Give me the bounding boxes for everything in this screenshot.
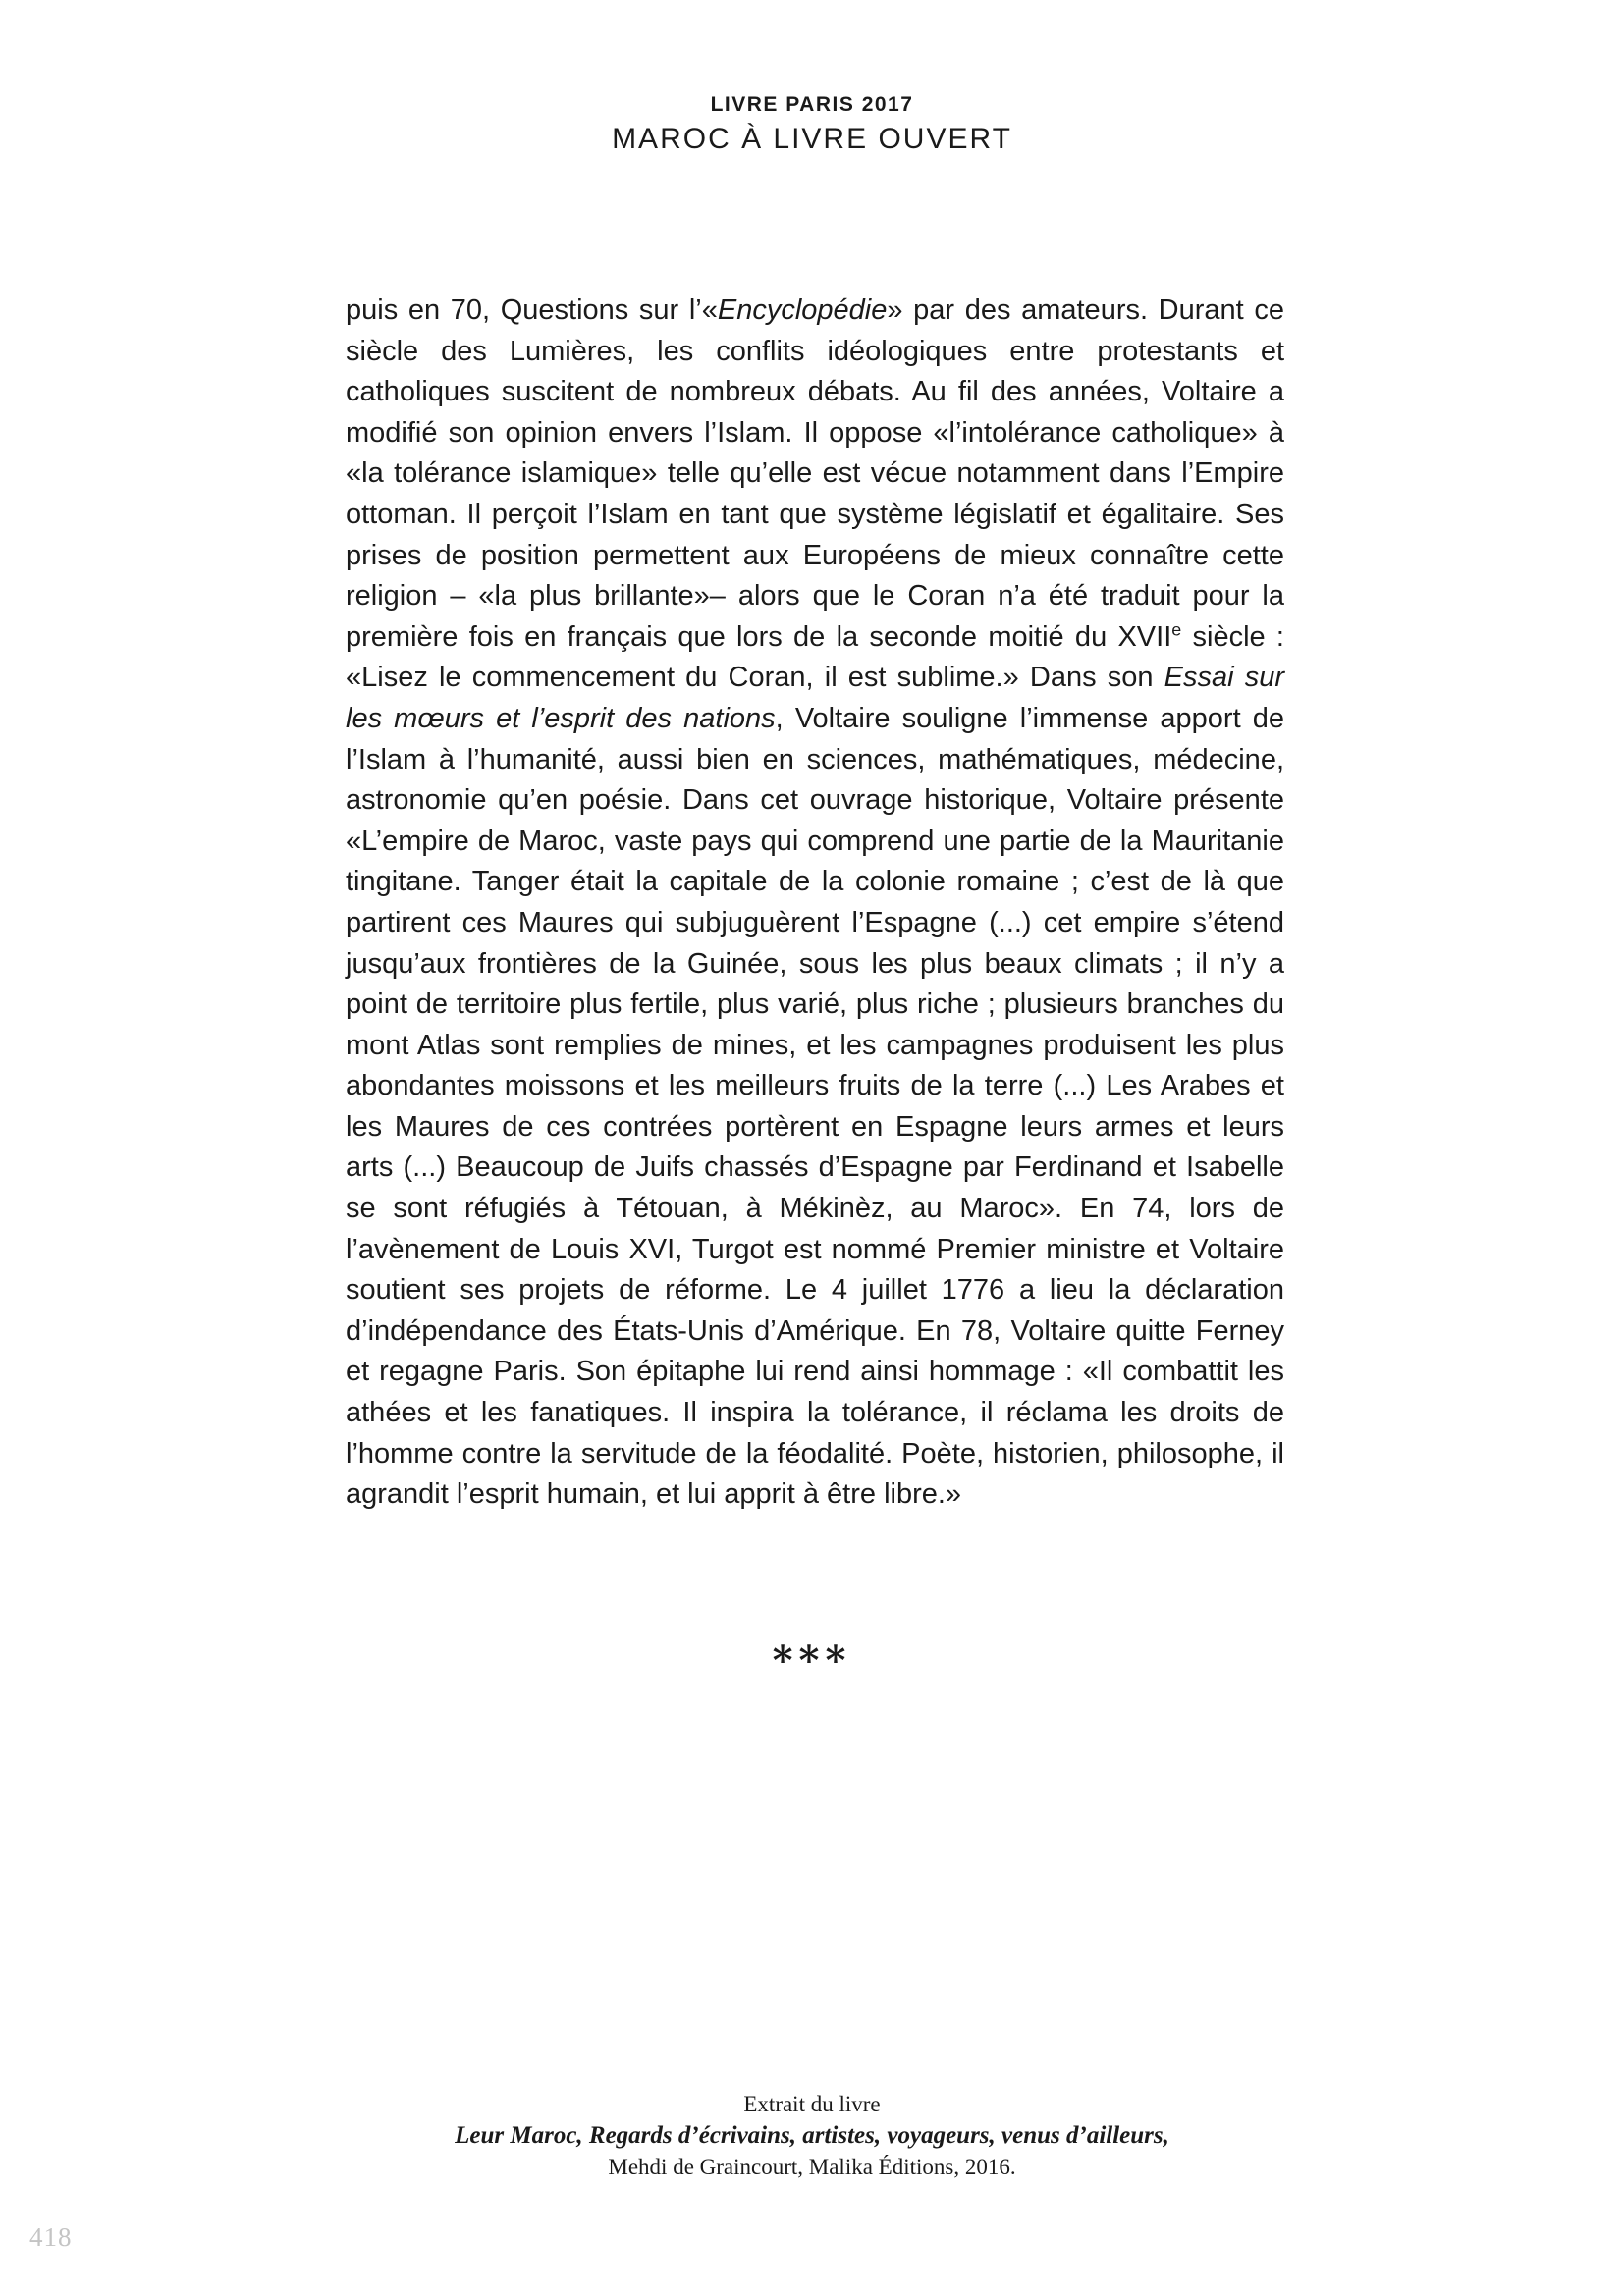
header-title: MAROC À LIVRE OUVERT <box>612 123 1012 155</box>
body-segment-4: , Voltaire souligne l’immense apport de l’Islam à l’humanité, aussi bien en sciences, mathématiques, médecine, astronomie qu’en poésie. Dans cet ouvrage historique, Voltaire présente «L’empire de Maroc, vaste pays qui comprend une partie de la Mauritanie tingitane. Tanger était la capitale de la colonie romaine ; c’est de là que partirent ces Maures qui subjuguèrent l’Espagne (...) cet empire s’étend jusqu’aux frontières de la Guinée, sous les plus beaux climats ; il n’y a point de territoire plus fertile, plus varié, plus riche ; plusieurs branches du mont Atlas sont remplies de mines, et les campagnes produisent les plus abondantes moissons et les meilleurs fruits de la terre (...) Les Arabes et les Maures de ces contrées portèrent en Espagne leurs armes et leurs arts (...) Beaucoup de Juifs chassés d’Espagne par Ferdinand et Isabelle se sont réfugiés à Tétouan, à Mékinèz, au Maroc». En 74, lors de l’avènement de Louis XVI, Turgot est nommé Premier ministre et Voltaire soutient ses projets de réforme. Le 4 juillet 1776 a lieu la déclaration d’indépendance des États-Unis d’Amérique. En 78, Voltaire quitte Ferney et regagne Paris. Son épitaphe lui rend ainsi hommage : «Il combattit les athées et les fanatiques. Il inspira la tolérance, il réclama les droits de l’homme contre la servitude de la féodalité. Poète, historien, philosophe, il agrandit l’esprit humain, et lui apprit à être libre.» <box>346 702 1284 1511</box>
body-italic-essai: Essai sur les mœurs et l’esprit des nations <box>346 662 1284 734</box>
credit-intro: Extrait du livre <box>743 2092 881 2116</box>
body-segment-2: » par des amateurs. Durant ce siècle des Lumières, les conflits idéologiques entre protestants et catholiques suscitent de nombreux débats. Au fil des années, Voltaire a modifié son opinion envers l’Islam. Il oppose «l’intolérance catholique» à «la tolérance islamique» telle qu’elle est vécue notamment dans l’Empire ottoman. Il perçoit l’Islam en tant que système législatif et égalitaire. Ses prises de position permettent aux Européens de mieux connaître cette religion – «la plus brillante»– alors que le Coran n’a été traduit pour la première fois en français que lors de la seconde moitié du XVII <box>346 294 1284 653</box>
section-separator: *** <box>772 1637 852 1683</box>
page-number: 418 <box>29 2222 73 2252</box>
body-paragraph <box>346 291 1284 1516</box>
header-kicker: LIVRE PARIS 2017 <box>710 93 914 116</box>
credit-book-title: Leur Maroc, Regards d’écrivains, artistes, voyageurs, venus d’ailleurs, <box>455 2122 1169 2149</box>
body-segment-3: siècle : «Lisez le commencement du Coran, il est sublime.» Dans son <box>346 620 1284 694</box>
page-header <box>0 90 1624 159</box>
source-credit <box>0 2089 1624 2183</box>
body-superscript: e <box>1171 619 1182 640</box>
credit-publisher: Mehdi de Graincourt, Malika Éditions, 2016. <box>608 2155 1016 2179</box>
body-segment-1: puis en 70, Questions sur l’« <box>346 294 718 326</box>
body-italic-encyclopedie: Encyclopédie <box>717 294 888 326</box>
